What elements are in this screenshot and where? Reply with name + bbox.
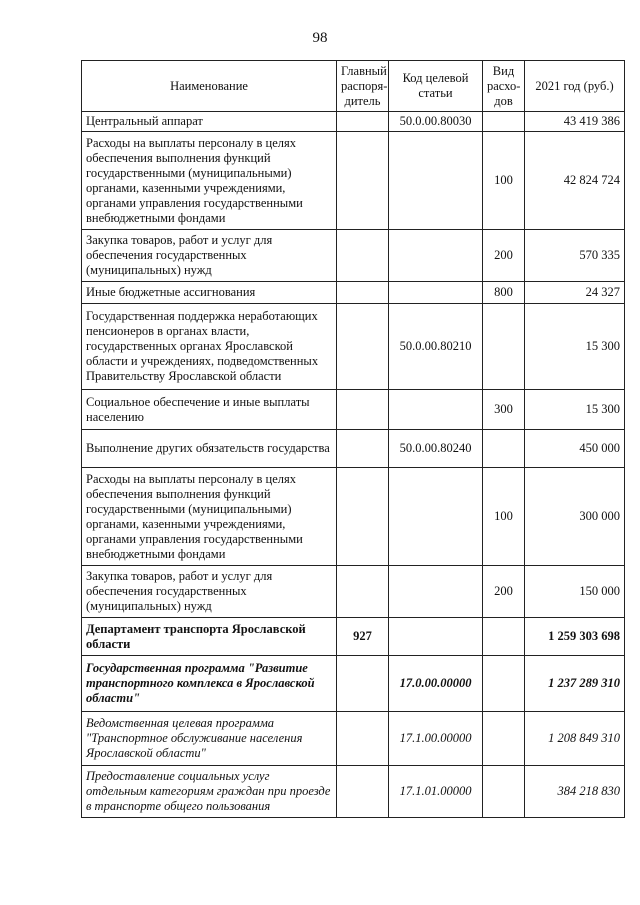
row-main-manager: [337, 390, 389, 430]
row-expense-type: [483, 766, 525, 818]
header-name: Наименование: [82, 61, 337, 112]
row-main-manager: [337, 230, 389, 282]
row-target-code: [389, 566, 483, 618]
table-row: [82, 230, 625, 282]
row-expense-type: [483, 656, 525, 712]
header-target-code: Код целевой статьи: [389, 61, 483, 112]
row-main-manager: [337, 656, 389, 712]
row-name: Выполнение других обязательств государства: [82, 430, 337, 468]
row-target-code: [389, 618, 483, 656]
table-row: [82, 468, 625, 566]
table-row: [82, 282, 625, 304]
table-row: [82, 766, 625, 818]
row-name: Расходы на выплаты персоналу в целях обеспечения выполнения функций государственными (муниципальными) органами, казенными учреждениями, органами управления государственными внебюджетными фондами: [82, 132, 337, 230]
header-main-manager: Главный распоря-дитель: [337, 61, 389, 112]
row-expense-type: 100: [483, 132, 525, 230]
row-expense-type: [483, 618, 525, 656]
row-amount: 42 824 724: [525, 132, 625, 230]
row-target-code: 50.0.00.80210: [389, 304, 483, 390]
row-name: Закупка товаров, работ и услуг для обеспечения государственных (муниципальных) нужд: [82, 230, 337, 282]
row-amount: 1 208 849 310: [525, 712, 625, 766]
row-amount: 450 000: [525, 430, 625, 468]
page-number: 98: [312, 30, 328, 46]
table-row: [82, 656, 625, 712]
row-main-manager: [337, 282, 389, 304]
row-name: Ведомственная целевая программа "Транспортное обслуживание населения Ярославской области": [82, 712, 337, 766]
row-name: Социальное обеспечение и иные выплаты населению: [82, 390, 337, 430]
row-name: Иные бюджетные ассигнования: [82, 282, 337, 304]
row-main-manager: [337, 112, 389, 132]
table-row: [82, 430, 625, 468]
table-row: [82, 132, 625, 230]
row-amount: 15 300: [525, 390, 625, 430]
table-header-row: [82, 61, 625, 112]
row-target-code: 50.0.00.80240: [389, 430, 483, 468]
table-row: [82, 618, 625, 656]
header-expense-type: Вид расхо-дов: [483, 61, 525, 112]
row-expense-type: 200: [483, 566, 525, 618]
row-amount: 300 000: [525, 468, 625, 566]
row-expense-type: [483, 712, 525, 766]
row-amount: 24 327: [525, 282, 625, 304]
budget-table: [81, 60, 625, 818]
header-amount-2021: 2021 год (руб.): [525, 61, 625, 112]
table-row: [82, 712, 625, 766]
row-expense-type: 200: [483, 230, 525, 282]
row-main-manager: [337, 766, 389, 818]
row-main-manager: [337, 304, 389, 390]
row-main-manager: 927: [337, 618, 389, 656]
row-target-code: [389, 468, 483, 566]
row-target-code: [389, 282, 483, 304]
row-expense-type: 800: [483, 282, 525, 304]
row-name: Предоставление социальных услуг отдельным категориям граждан при проезде в транспорте общего пользования: [82, 766, 337, 818]
row-target-code: 50.0.00.80030: [389, 112, 483, 132]
row-target-code: [389, 390, 483, 430]
table-row: [82, 390, 625, 430]
row-expense-type: 300: [483, 390, 525, 430]
row-name: Государственная программа "Развитие транспортного комплекса в Ярославской области": [82, 656, 337, 712]
row-amount: 150 000: [525, 566, 625, 618]
row-amount: 1 259 303 698: [525, 618, 625, 656]
row-amount: 15 300: [525, 304, 625, 390]
row-name: Государственная поддержка неработающих пенсионеров в органах власти, государственных органах Ярославской области и учреждениях, подведомственных Правительству Ярославской области: [82, 304, 337, 390]
row-expense-type: [483, 304, 525, 390]
row-target-code: [389, 230, 483, 282]
row-main-manager: [337, 712, 389, 766]
row-target-code: 17.1.01.00000: [389, 766, 483, 818]
row-name: Расходы на выплаты персоналу в целях обеспечения выполнения функций государственными (муниципальными) органами, казенными учреждениями, органами управления государственными внебюджетными фондами: [82, 468, 337, 566]
row-main-manager: [337, 430, 389, 468]
row-main-manager: [337, 468, 389, 566]
table-row: [82, 566, 625, 618]
row-target-code: 17.0.00.00000: [389, 656, 483, 712]
row-amount: 570 335: [525, 230, 625, 282]
row-main-manager: [337, 566, 389, 618]
row-amount: 384 218 830: [525, 766, 625, 818]
table-row: [82, 304, 625, 390]
row-expense-type: [483, 112, 525, 132]
row-amount: 43 419 386: [525, 112, 625, 132]
row-target-code: 17.1.00.00000: [389, 712, 483, 766]
row-expense-type: 100: [483, 468, 525, 566]
row-target-code: [389, 132, 483, 230]
row-amount: 1 237 289 310: [525, 656, 625, 712]
row-main-manager: [337, 132, 389, 230]
table-row: [82, 112, 625, 132]
row-name: Закупка товаров, работ и услуг для обеспечения государственных (муниципальных) нужд: [82, 566, 337, 618]
row-expense-type: [483, 430, 525, 468]
row-name: Департамент транспорта Ярославской области: [82, 618, 337, 656]
row-name: Центральный аппарат: [82, 112, 337, 132]
